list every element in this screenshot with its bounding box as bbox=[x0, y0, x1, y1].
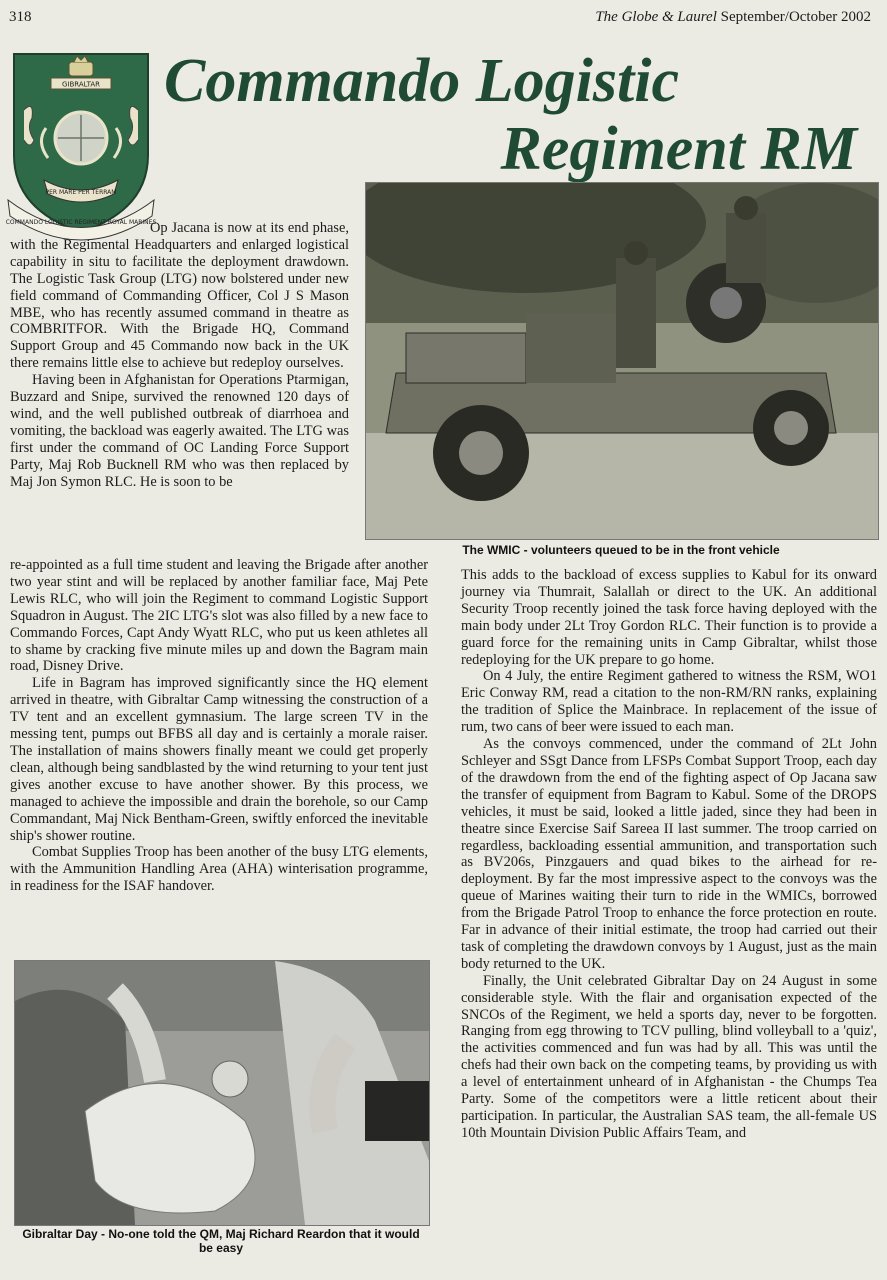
article-column-left-lower bbox=[10, 557, 428, 895]
paragraph: Op Jacana is now at its end phase, with the Regimental Headquarters and enlarged logistical capability in situ to facilitate the deployment drawdown. The Logistic Task Group (LTG) now bolstered under new field command of Commanding Officer, Col J S Mason MBE, who has recently assumed command in theatre as COMBRITFOR. With the Brigade HQ, Command Support Group and 45 Commando now back in the UK there remains little else to achieve but redeploy ourselves. bbox=[10, 220, 349, 372]
page-number: 318 bbox=[9, 9, 32, 25]
crest-ribbon: COMMANDO LOGISTIC REGIMENT ROYAL MARINES bbox=[6, 219, 156, 226]
gibraltar-day-photo bbox=[14, 960, 430, 1226]
paragraph: re-appointed as a full time student and leaving the Brigade after another two year stint and will be replaced by another familiar face, Maj Pete Lewis RLC, who will join the Regiment to command Logistic Support Squadron in August. The 2IC LTG's slot was also filled by a new face to Commando Forces, Capt Andy Wyatt RLC, who put us keen athletes all to shame by cracking five minute miles up and down the Bagram main road, Disney Drive. bbox=[10, 557, 428, 675]
photo-caption-top: The WMIC - volunteers queued to be in the front vehicle bbox=[462, 543, 780, 557]
publication-name: The Globe & Laurel bbox=[595, 9, 717, 25]
article-column-left bbox=[10, 220, 349, 491]
masthead bbox=[595, 9, 871, 26]
paragraph: As the convoys commenced, under the command of 2Lt John Schleyer and SSgt Dance from LFSPs Combat Support Troop, each day of the drawdown from the end of the fighting aspect of Op Jacana saw the transfer of equipment from Bagram to Kabul. Some of the DROPS vehicles, it must be said, looked a little jaded, since they had been in theatre since Exercise Saif Sareea II last summer. The troop carried on regardless, backloading essential ammunition, and transportation such as BV206s, Pinzgauers and quad bikes to the airhead for re-deployment. By far the most impressive aspect to the convoys was the queue of Marines waiting their turn to ride in the WMICs, borrowed from the Brigade Patrol Troop to enhance the force protection en route. Far in advance of their initial estimate, the troop had carried out their task of completing the drawdown convoys by 1 August, just as the main body returned to the UK. bbox=[461, 736, 877, 972]
article-column-right bbox=[461, 567, 877, 1142]
issue-date: September/October 2002 bbox=[720, 9, 871, 25]
paragraph: Finally, the Unit celebrated Gibraltar Day on 24 August in some considerable style. With the flair and organisation expected of the SNCOs of the Regiment, we held a sports day, never to be forgotten. Ranging from egg throwing to TCV pulling, blind volleyball to a 'quiz', the activities commenced and fun was had by all. This was until the chefs had their own back on the competing teams, by providing us with a level of entertainment unheard of in Afghanistan - the Chumps Tea Party. Some of the competitors were a little reticent about their participation. In particular, the Australian SAS team, the all-female US 10th Mountain Division Public Affairs Team, and bbox=[461, 972, 877, 1141]
paragraph: This adds to the backload of excess supplies to Kabul for its onward journey via Thumrait, Salallah or direct to the UK. An additional Security Troop recently joined the task force having deployed with the main body under 2Lt Troy Gordon RLC. Their function is to provide a guard force for the remaining units in Camp Gibraltar, whilst those redeploying for the UK prepare to go home. bbox=[461, 567, 877, 668]
wmic-vehicle-photo bbox=[365, 182, 879, 540]
crest-motto-bottom: PER MARE PER TERRAM bbox=[45, 189, 117, 196]
article-title-line-2: Regiment RM bbox=[500, 115, 857, 183]
regimental-crest bbox=[6, 50, 156, 245]
photo-caption-bottom: Gibraltar Day - No-one told the QM, Maj Richard Reardon that it would be easy bbox=[22, 1227, 420, 1255]
paragraph: Combat Supplies Troop has been another of the busy LTG elements, with the Ammunition Handling Area (AHA) winterisation programme, in readiness for the ISAF handover. bbox=[10, 844, 428, 895]
paragraph: Life in Bagram has improved significantly since the HQ element arrived in theatre, with Gibraltar Camp witnessing the construction of a TV tent and an excellent gymnasium. The large screen TV in the messing tent, pumps out BFBS all day and is certainly a morale raiser. The installation of mains showers finally meant we could get properly clean, although being sandblasted by the wind returning to your tent just gives another excuse to have another shower. By this process, we managed to achieve the impossible and drain the borehole, so our Camp Commandant, Maj Nick Bentham-Green, swiftly enforced the inevitable ship's shower routine. bbox=[10, 675, 428, 844]
paragraph: On 4 July, the entire Regiment gathered to witness the RSM, WO1 Eric Conway RM, read a citation to the non-RM/RN ranks, explaining the tradition of Splice the Mainbrace. In replacement of the issue of rum, two cans of beer were issued to each man. bbox=[461, 668, 877, 736]
crest-motto-top: GIBRALTAR bbox=[62, 80, 100, 89]
paragraph: Having been in Afghanistan for Operations Ptarmigan, Buzzard and Snipe, survived the renowned 120 days of wind, and the well published outbreak of diarrhoea and vomiting, the backload was eagerly awaited. The LTG was first under the command of OC Landing Force Support Party, Maj Rob Bucknell RM who was then replaced by Maj Jon Symon RLC. He is soon to be bbox=[10, 372, 349, 490]
article-title-line-1: Commando Logistic bbox=[164, 47, 679, 115]
